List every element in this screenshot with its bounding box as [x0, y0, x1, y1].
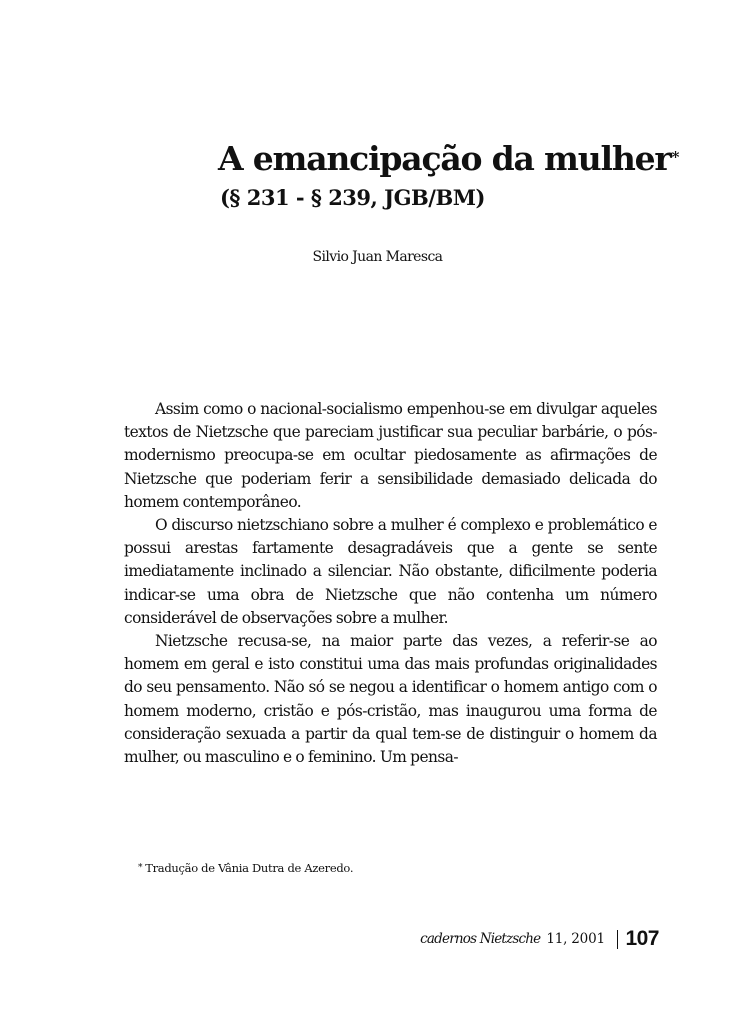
journal-name: cadernos Nietzsche [420, 931, 541, 947]
article-author: Silvio Juan Maresca [312, 249, 443, 265]
article-body [124, 398, 657, 769]
page-footer [420, 926, 659, 952]
footer-divider [617, 930, 619, 949]
footnote-mark: * [138, 863, 143, 873]
title-footnote-mark: * [671, 148, 679, 166]
footnote-text: Tradução de Vânia Dutra de Azeredo. [145, 861, 354, 875]
page-number: 107 [625, 927, 659, 950]
body-paragraph-1: Assim como o nacional-socialismo empenhou-se em divulgar aqueles textos de Nietzsche que pareciam justificar sua peculiar barbárie, o pós-modernismo preocupa-se em ocultar piedosamente as afirmações de Nietzsche que poderiam ferir a sensibilidade demasiado delicada do homem contemporâneo. [124, 400, 657, 511]
footnote [138, 860, 353, 876]
body-paragraph-2: O discurso nietzschiano sobre a mulher é complexo e problemático e possui arestas fartamente desagradáveis que a gente se sente imediatamente inclinado a silenciar. Não obstante, dificilmente poderia indicar-se uma obra de Nietzsche que não contenha um número considerável de observações sobre a mulher. [124, 516, 657, 627]
body-paragraph-3: Nietzsche recusa-se, na maior parte das vezes, a referir-se ao homem em geral e isto constitui uma das mais profundas originalidades do seu pensamento. Não só se negou a identificar o homem antigo com o homem moderno, cristão e pós-cristão, mas inaugurou uma forma de consideração sexuada a partir da qual tem-se de distinguir o homem da mulher, ou masculino e o feminino. Um pensa- [124, 632, 657, 767]
article-title [218, 140, 678, 178]
article-title-text: A emancipação da mulher [218, 139, 671, 178]
journal-issue: 11, 2001 [546, 931, 605, 947]
article-subtitle: (§ 231 - § 239, JGB/BM) [220, 185, 485, 210]
